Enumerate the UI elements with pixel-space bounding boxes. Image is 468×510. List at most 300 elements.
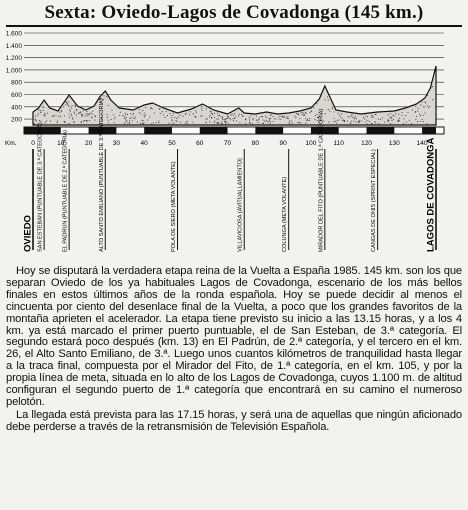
stipple-dot xyxy=(286,117,287,118)
stipple-dot xyxy=(152,108,153,109)
stipple-dot xyxy=(65,104,66,105)
stipple-dot xyxy=(71,105,72,106)
stipple-dot xyxy=(172,123,173,124)
stipple-dot xyxy=(384,122,385,123)
stipple-dot xyxy=(328,122,329,123)
stipple-dot xyxy=(125,113,126,114)
stipple-dot xyxy=(68,106,69,107)
stipple-dot xyxy=(328,100,329,101)
km-bar-segment xyxy=(255,127,283,134)
stipple-dot xyxy=(230,119,231,120)
stipple-dot xyxy=(151,123,152,124)
stipple-dot xyxy=(363,117,364,118)
stipple-dot xyxy=(249,117,250,118)
stipple-dot xyxy=(153,122,154,123)
stipple-dot xyxy=(424,101,425,102)
stipple-dot xyxy=(119,115,120,116)
stipple-dot xyxy=(398,121,399,122)
stipple-dot xyxy=(67,104,68,105)
stipple-dot xyxy=(236,120,237,121)
stipple-dot xyxy=(115,117,116,118)
stipple-dot xyxy=(235,117,236,118)
stipple-dot xyxy=(239,114,240,115)
stipple-dot xyxy=(169,123,170,124)
stipple-dot xyxy=(252,119,253,120)
stipple-dot xyxy=(71,107,72,108)
stipple-dot xyxy=(195,110,196,111)
stipple-dot xyxy=(354,118,355,119)
stipple-dot xyxy=(249,120,250,121)
stipple-dot xyxy=(106,96,107,97)
stipple-dot xyxy=(243,116,244,117)
stipple-dot xyxy=(371,117,372,118)
stipple-dot xyxy=(135,117,136,118)
stipple-dot xyxy=(427,95,428,96)
stipple-dot xyxy=(81,114,82,115)
stipple-dot xyxy=(365,115,366,116)
stipple-dot xyxy=(107,114,108,115)
stipple-dot xyxy=(32,118,33,119)
stipple-dot xyxy=(266,117,267,118)
stipple-dot xyxy=(36,120,37,121)
stipple-dot xyxy=(171,117,172,118)
stipple-dot xyxy=(133,113,134,114)
stipple-dot xyxy=(144,116,145,117)
stipple-dot xyxy=(300,123,301,124)
km-bar-segment xyxy=(24,127,33,134)
stipple-dot xyxy=(81,116,82,117)
stipple-dot xyxy=(339,114,340,115)
stipple-dot xyxy=(195,117,196,118)
stipple-dot xyxy=(325,99,326,100)
stipple-dot xyxy=(76,115,77,116)
stipple-dot xyxy=(124,118,125,119)
stipple-dot xyxy=(416,116,417,117)
stipple-dot xyxy=(292,123,293,124)
stipple-dot xyxy=(219,115,220,116)
stipple-dot xyxy=(389,117,390,118)
stipple-dot xyxy=(64,121,65,122)
waypoint-label: VILLAVICIOSA (AVITUALLAMIENTO) xyxy=(237,158,244,252)
stipple-dot xyxy=(180,122,181,123)
waypoint-label: SAN ESTEBAN (PUNTUABLE DE 3.ª CATEGORIA) xyxy=(37,122,44,252)
stipple-dot xyxy=(309,118,310,119)
stipple-dot xyxy=(94,120,95,121)
stipple-dot xyxy=(367,120,368,121)
km-tick-label: 20 xyxy=(84,140,93,147)
stipple-dot xyxy=(196,112,197,113)
stipple-dot xyxy=(114,122,115,123)
stipple-dot xyxy=(192,122,193,123)
stipple-dot xyxy=(380,119,381,120)
stipple-dot xyxy=(72,119,73,120)
stipple-dot xyxy=(132,120,133,121)
stipple-dot xyxy=(175,120,176,121)
stipple-dot xyxy=(187,121,188,122)
stipple-dot xyxy=(176,121,177,122)
stipple-dot xyxy=(391,118,392,119)
stipple-dot xyxy=(344,120,345,121)
stipple-dot xyxy=(296,113,297,114)
stipple-dot xyxy=(63,106,64,107)
km-bar-segment xyxy=(144,127,172,134)
stipple-dot xyxy=(378,118,379,119)
stipple-dot xyxy=(165,117,166,118)
stipple-dot xyxy=(427,105,428,106)
stipple-dot xyxy=(66,102,67,103)
stipple-dot xyxy=(341,113,342,114)
stipple-dot xyxy=(425,102,426,103)
altitude-tick-label: 1.000 xyxy=(5,67,22,75)
waypoint-symbols xyxy=(28,258,442,259)
stipple-dot xyxy=(412,109,413,110)
stipple-dot xyxy=(95,116,96,117)
stipple-dot xyxy=(423,115,424,116)
stipple-dot xyxy=(179,115,180,116)
article-paragraph: La llegada está prevista para las 17.15 horas, y será una de aquellas que ningún aficionado debe perderse a través de la retransmisión de Televisión Española. xyxy=(6,408,462,433)
stipple-dot xyxy=(206,109,207,110)
title-rule xyxy=(6,25,462,27)
km-axis-label: Km. xyxy=(5,140,17,147)
stipple-dot xyxy=(337,120,338,121)
stipple-dot xyxy=(217,115,218,116)
stipple-dot xyxy=(127,122,128,123)
stipple-dot xyxy=(228,123,229,124)
stipple-dot xyxy=(40,121,41,122)
stipple-dot xyxy=(258,119,259,120)
stipple-dot xyxy=(141,120,142,121)
stipple-dot xyxy=(374,121,375,122)
stipple-dot xyxy=(64,115,65,116)
waypoint-label: ALTO SANTO EMILIANO (PUNTUABLE DE 3.ª CATEGORIA) xyxy=(98,98,105,252)
article-body xyxy=(6,266,462,434)
km-tick-label: 10 xyxy=(57,140,65,147)
stipple-dot xyxy=(35,120,36,121)
stipple-dot xyxy=(214,122,215,123)
stipple-dot xyxy=(261,116,262,117)
stipple-dot xyxy=(278,118,279,119)
stipple-dot xyxy=(108,105,109,106)
stipple-dot xyxy=(262,116,263,117)
stipple-dot xyxy=(378,123,379,124)
stipple-dot xyxy=(211,118,212,119)
stipple-dot xyxy=(75,106,76,107)
stipple-dot xyxy=(432,86,433,87)
km-tick-label: 0 xyxy=(31,140,35,147)
stipple-dot xyxy=(38,113,39,114)
stipple-dot xyxy=(418,108,419,109)
stipple-dot xyxy=(150,108,151,109)
stipple-dot xyxy=(125,114,126,115)
waypoint-label: MIRADOR DEL FITO (PUNTUABLE DE 1.ª CATEGORIA) xyxy=(318,108,325,252)
stipple-dot xyxy=(149,116,150,117)
km-tick-label: 30 xyxy=(112,140,120,147)
stipple-dot xyxy=(201,110,202,111)
stipple-dot xyxy=(225,122,226,123)
stipple-dot xyxy=(325,113,326,114)
altitude-tick-label: 200 xyxy=(11,116,22,124)
stipple-dot xyxy=(429,106,430,107)
stipple-dot xyxy=(398,114,399,115)
stipple-dot xyxy=(59,112,60,113)
stipple-dot xyxy=(391,120,392,121)
stipple-dot xyxy=(185,114,186,115)
stipple-dot xyxy=(304,115,305,116)
stipple-dot xyxy=(87,115,88,116)
stipple-dot xyxy=(344,121,345,122)
stipple-dot xyxy=(143,123,144,124)
stipple-dot xyxy=(205,119,206,120)
stipple-dot xyxy=(350,123,351,124)
stipple-dot xyxy=(303,113,304,114)
stipple-dot xyxy=(225,120,226,121)
stipple-dot xyxy=(187,123,188,124)
stipple-dot xyxy=(382,117,383,118)
stipple-dot xyxy=(158,122,159,123)
stipple-dot xyxy=(428,107,429,108)
stipple-dot xyxy=(305,123,306,124)
stipple-dot xyxy=(144,115,145,116)
stipple-dot xyxy=(299,118,300,119)
stipple-dot xyxy=(114,118,115,119)
stipple-dot xyxy=(224,119,225,120)
stipple-dot xyxy=(228,116,229,117)
stipple-dot xyxy=(332,108,333,109)
stipple-dot xyxy=(241,114,242,115)
stipple-dot xyxy=(420,121,421,122)
stipple-dot xyxy=(201,115,202,116)
stipple-dot xyxy=(92,111,93,112)
stipple-dot xyxy=(86,120,87,121)
stipple-dot xyxy=(269,120,270,121)
stipple-dot xyxy=(34,123,35,124)
stipple-dot xyxy=(162,111,163,112)
stipple-dot xyxy=(125,121,126,122)
stipple-dot xyxy=(352,117,353,118)
stipple-dot xyxy=(422,102,423,103)
km-tick-label: 110 xyxy=(333,140,344,147)
km-bar-segment xyxy=(200,127,228,134)
star-symbol xyxy=(372,258,383,259)
stipple-dot xyxy=(210,111,211,112)
stipple-dot xyxy=(401,112,402,113)
stipple-dot xyxy=(126,117,127,118)
stipple-dot xyxy=(78,113,79,114)
stipple-dot xyxy=(76,110,77,111)
stipple-dot xyxy=(406,121,407,122)
stipple-dot xyxy=(69,113,70,114)
stipple-dot xyxy=(139,112,140,113)
stipple-dot xyxy=(214,113,215,114)
stipple-dot xyxy=(201,108,202,109)
article-paragraph: Hoy se disputará la verdadera etapa reina de la Vuelta a España 1985. 145 km. son los que separan Oviedo de los ya habituales Lagos de Covadonga, escenario de los más bellos finales en estos últimos años de la ronda española. Hoy se puede decidir al menos el cincuenta por ciento del desenlace final de la Vuelta, a poco que los grandes favoritos de la montaña aprieten el acelerador. La etapa tiene previsto su inicio a las 13.15 horas, y a los 4 km. ya está marcado el primer puerto puntuable, el de San Esteban, de 3.ª categoría. El segundo estará poco después (km. 13) en El Padrún, de 2.ª categoría, y el tercero en el km. 26, el Alto Santo Emiliano, de 3.ª. Luego unos cuantos kilómetros de tranquilidad hasta llegar a la traca final, compuesta por el Mirador del Fito, de 1.ª categoría, en el km. 105, y por la propia línea de meta, situada en lo alto de los Lagos de Covadonga, cuyos 1.100 m. de altitud configuran el segundo puerto de 1.ª categoría que encontrará en su camino el numeroso pelotón. xyxy=(6,265,462,408)
stipple-dot xyxy=(71,115,72,116)
stipple-dot xyxy=(395,113,396,114)
stipple-dot xyxy=(189,114,190,115)
stipple-dot xyxy=(68,123,69,124)
stipple-dot xyxy=(245,119,246,120)
stipple-dot xyxy=(209,121,210,122)
stipple-dot xyxy=(221,121,222,122)
altitude-grid xyxy=(24,33,444,119)
stipple-dot xyxy=(57,122,58,123)
stipple-dot xyxy=(61,111,62,112)
stipple-dot xyxy=(226,118,227,119)
stipple-dot xyxy=(35,116,36,117)
stipple-dot xyxy=(313,107,314,108)
stipple-dot xyxy=(217,113,218,114)
waypoint-label: EL PADRUN (PUNTUABLE DE 2.ª CATEGORIA) xyxy=(62,130,69,252)
stipple-dot xyxy=(305,118,306,119)
stipple-dot xyxy=(85,115,86,116)
stipple-dot xyxy=(226,121,227,122)
waypoint-label: LAGOS DE COVADONGA xyxy=(425,137,437,252)
stipple-dot xyxy=(369,121,370,122)
stipple-dot xyxy=(84,120,85,121)
stipple-dot xyxy=(144,112,145,113)
stipple-dot xyxy=(398,120,399,121)
stipple-dot xyxy=(122,115,123,116)
stipple-dot xyxy=(227,118,228,119)
stipple-dot xyxy=(44,115,45,116)
stipple-dot xyxy=(159,109,160,110)
stipple-dot xyxy=(43,107,44,108)
stipple-dot xyxy=(91,116,92,117)
stipple-dot xyxy=(402,115,403,116)
stipple-dot xyxy=(216,119,217,120)
stipple-dot xyxy=(83,110,84,111)
km-bar-segment xyxy=(367,127,395,134)
waypoint-label: COLUNGA (META VOLANTE) xyxy=(282,176,289,252)
altitude-tick-label: 600 xyxy=(11,92,22,99)
stipple-dot xyxy=(387,120,388,121)
stipple-dot xyxy=(371,115,372,116)
stipple-dot xyxy=(82,115,83,116)
stipple-dot xyxy=(289,120,290,121)
stipple-dot xyxy=(169,113,170,114)
stipple-dot xyxy=(266,120,267,121)
stipple-dot xyxy=(365,121,366,122)
stipple-dot xyxy=(145,107,146,108)
stipple-dot xyxy=(239,122,240,123)
stipple-dot xyxy=(75,105,76,106)
stipple-dot xyxy=(124,116,125,117)
stipple-dot xyxy=(55,115,56,116)
km-tick-label: 120 xyxy=(361,140,372,147)
stipple-dot xyxy=(47,113,48,114)
stipple-dot xyxy=(301,112,302,113)
stipple-dot xyxy=(222,118,223,119)
stipple-dot xyxy=(171,115,172,116)
stipple-dot xyxy=(129,122,130,123)
km-tick-label: 90 xyxy=(279,140,287,147)
stipple-dot xyxy=(74,111,75,112)
stipple-dot xyxy=(173,113,174,114)
stipple-dot xyxy=(420,105,421,106)
stipple-dot xyxy=(281,116,282,117)
stipple-dot xyxy=(212,113,213,114)
stipple-dot xyxy=(390,116,391,117)
stipple-dot xyxy=(120,112,121,113)
stipple-dot xyxy=(142,110,143,111)
stipple-dot xyxy=(405,115,406,116)
stipple-dot xyxy=(176,118,177,119)
stipple-dot xyxy=(351,121,352,122)
stipple-dot xyxy=(130,113,131,114)
stipple-dot xyxy=(272,116,273,117)
stipple-dot xyxy=(259,117,260,118)
stipple-dot xyxy=(279,116,280,117)
stipple-dot xyxy=(38,110,39,111)
stipple-dot xyxy=(270,121,271,122)
stipple-dot xyxy=(132,114,133,115)
stipple-dot xyxy=(432,99,433,100)
altitude-tick-label: 1.200 xyxy=(5,55,22,63)
stipple-dot xyxy=(35,119,36,120)
stipple-dot xyxy=(272,121,273,122)
stipple-dot xyxy=(334,118,335,119)
stipple-dot xyxy=(399,118,400,119)
stipple-dot xyxy=(228,117,229,118)
stipple-dot xyxy=(129,118,130,119)
stipple-dot xyxy=(108,123,109,124)
stipple-dot xyxy=(351,114,352,115)
stipple-dot xyxy=(44,113,45,114)
stipple-dot xyxy=(327,96,328,97)
stipple-dot xyxy=(69,109,70,110)
stipple-dot xyxy=(302,112,303,113)
stipple-dot xyxy=(167,115,168,116)
stipple-dot xyxy=(92,113,93,114)
stipple-dot xyxy=(86,121,87,122)
altitude-labels xyxy=(6,31,23,124)
stipple-dot xyxy=(375,122,376,123)
km-bar xyxy=(24,127,444,134)
stipple-dot xyxy=(309,120,310,121)
stipple-dot xyxy=(298,113,299,114)
stipple-dot xyxy=(424,106,425,107)
stipple-dot xyxy=(126,120,127,121)
km-tick-label: 70 xyxy=(223,140,232,147)
stipple-dot xyxy=(252,123,253,124)
stipple-dot xyxy=(88,114,89,115)
stipple-dot xyxy=(423,121,424,122)
stipple-dot xyxy=(233,118,234,119)
stipple-dot xyxy=(163,114,164,115)
stipple-dot xyxy=(407,112,408,113)
stipple-dot xyxy=(232,114,233,115)
stipple-dot xyxy=(361,120,362,121)
stipple-dot xyxy=(156,122,157,123)
stipple-dot xyxy=(79,112,80,113)
stipple-dot xyxy=(355,116,356,117)
stipple-dot xyxy=(305,112,306,113)
stipple-dot xyxy=(288,122,289,123)
km-bar-segment xyxy=(311,127,339,134)
stipple-dot xyxy=(234,113,235,114)
stipple-dot xyxy=(222,117,223,118)
stipple-dot xyxy=(291,121,292,122)
stipple-dot xyxy=(89,114,90,115)
stipple-dot xyxy=(90,113,91,114)
stipple-dot xyxy=(166,111,167,112)
stipple-dot xyxy=(229,118,230,119)
stipple-dot xyxy=(288,118,289,119)
stipple-dot xyxy=(250,115,251,116)
stipple-dot xyxy=(113,114,114,115)
km-tick-label: 60 xyxy=(196,140,204,147)
stipple-dot xyxy=(68,102,69,103)
